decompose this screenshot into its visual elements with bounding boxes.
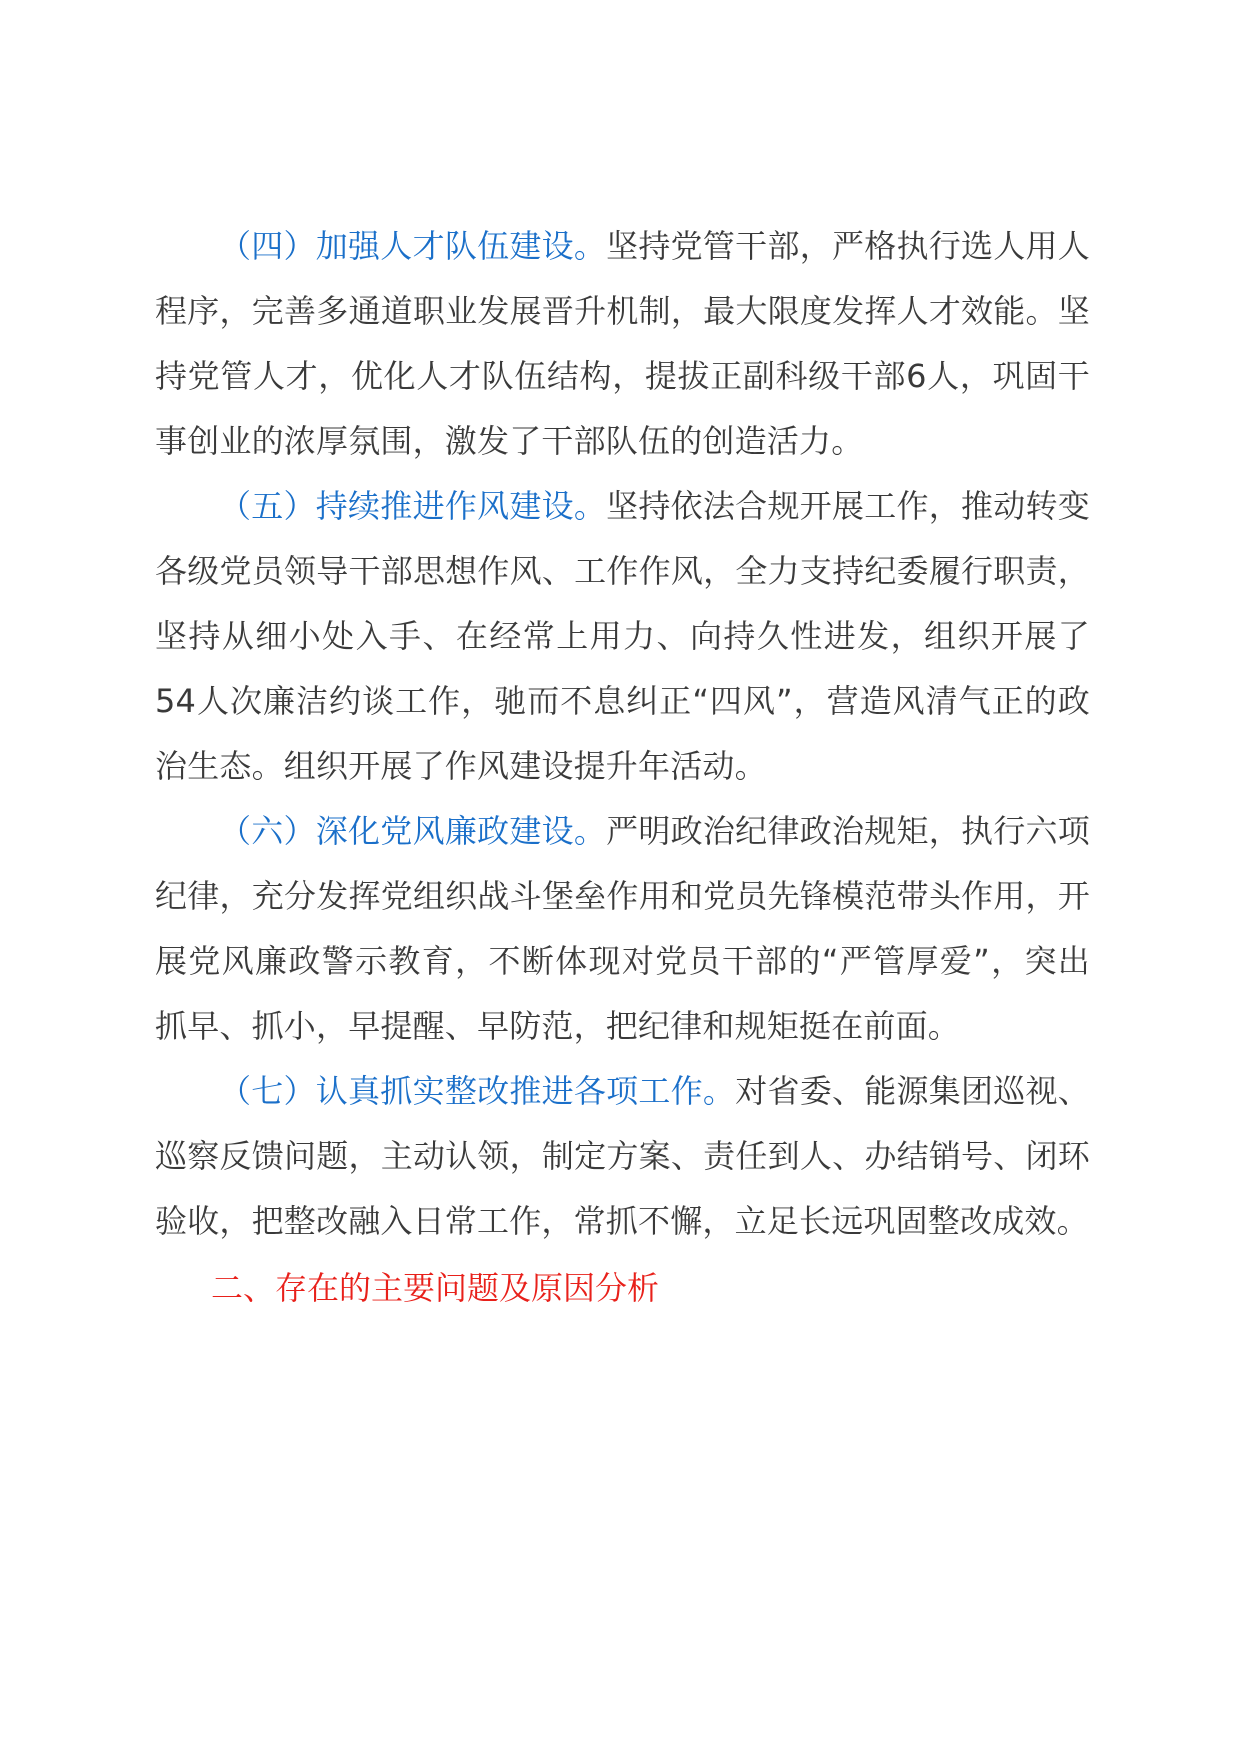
paragraph-talent-team xyxy=(155,214,1090,474)
paragraph-text: 坚持依法合规开展工作，推动转变各级党员领导干部思想作风、工作作风，全力支持纪委履行职责，坚持从细小处入手、在经常上用力、向持久性进发，组织开展了54人次廉洁约谈工作，驰而不息纠正“四风”，营造风清气正的政治生态。组织开展了作风建设提升年活动。 xyxy=(155,487,1090,785)
paragraph-text: 严明政治纪律政治规矩，执行六项纪律，充分发挥党组织战斗堡垒作用和党员先锋模范带头作用，开展党风廉政警示教育，不断体现对党员干部的“严管厚爱”，突出抓早、抓小，早提醒、早防范，把纪律和规矩挺在前面。 xyxy=(155,812,1090,1045)
paragraph-integrity xyxy=(155,799,1090,1059)
paragraph-text: 对省委、能源集团巡视、巡察反馈问题，主动认领，制定方案、责任到人、办结销号、闭环验收，把整改融入日常工作，常抓不懈，立足长远巩固整改成效。 xyxy=(155,1072,1091,1240)
paragraph-text: 坚持党管干部，严格执行选人用人程序，完善多通道职业发展晋升机制，最大限度发挥人才效能。坚持党管人才，优化人才队伍结构，提拔正副科级干部6人，巩固干事创业的浓厚氛围，激发了干部队伍的创造活力。 xyxy=(155,227,1090,460)
paragraph-rectification xyxy=(155,1059,1090,1254)
paragraph-heading: （四）加强人才队伍建设。 xyxy=(219,227,607,265)
section-title: 二、存在的主要问题及原因分析 xyxy=(211,1269,660,1307)
document-body xyxy=(155,214,1090,1321)
paragraph-heading: （七）认真抓实整改推进各项工作。 xyxy=(219,1072,736,1110)
paragraph-heading: （六）深化党风廉政建设。 xyxy=(219,812,607,850)
paragraph-work-style xyxy=(155,474,1090,799)
paragraph-heading: （五）持续推进作风建设。 xyxy=(219,487,607,525)
